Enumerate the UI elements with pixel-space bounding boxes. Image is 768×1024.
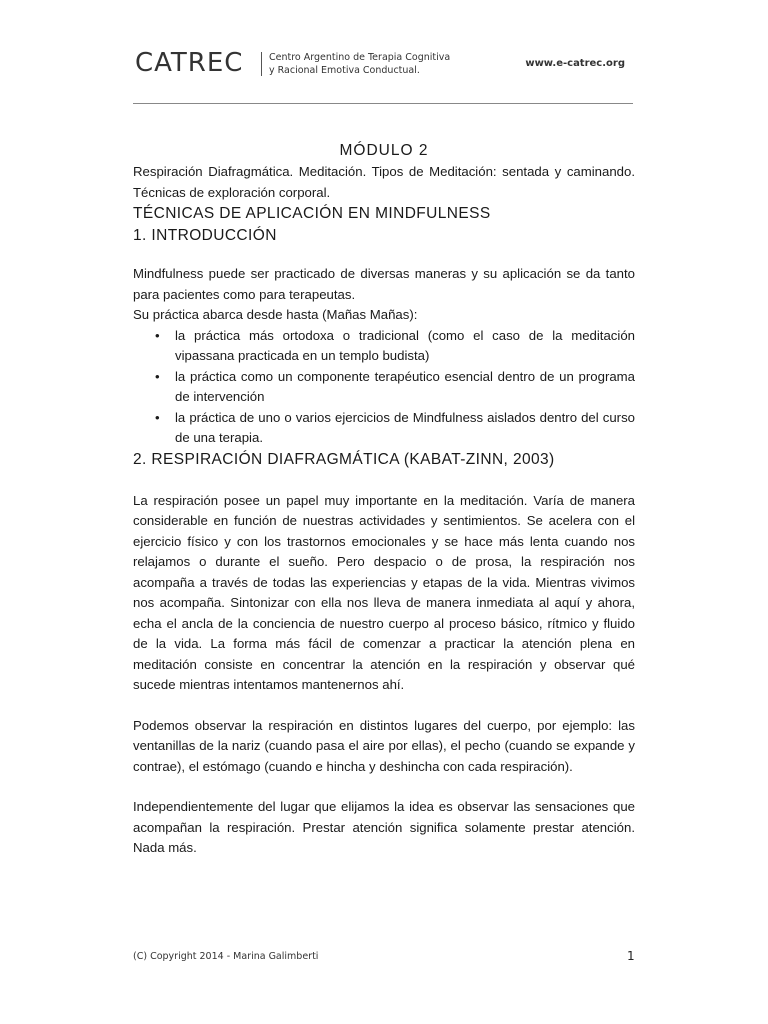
- footer-copyright: (C) Copyright 2014 - Marina Galimberti: [133, 951, 319, 962]
- breathing-paragraph: La respiración posee un papel muy importante en la meditación. Varía de manera considerable en función de nuestras actividades y sentimientos. Se acelera con el ejercicio físico y con los trastornos emocionales y se hace más lenta cuando nos relajamos o durante el sueño. Pero despacio o de prosa, la respiración nos acompaña a través de todas las experiencias y etapas de la vida. Mientras vivimos nos acompaña. Sintonizar con ella nos lleva de manera inmediata al aquí y ahora, echa el ancla de la conciencia de nuestro cuerpo al proceso básico, rítmico y fluido de la vida. La forma más fácil de comenzar a practicar la atención plena en meditación consiste en concentrar la atención en la respiración y observar qué sucede mientras intentamos mantenernos ahí.: [133, 492, 635, 692]
- organization-line-2: y Racional Emotiva Conductual.: [269, 65, 420, 76]
- page-number: 1: [627, 949, 635, 963]
- document-body: [133, 140, 635, 859]
- list-item-text: la práctica como un componente terapéutico esencial dentro de un programa de intervención: [175, 368, 635, 404]
- bullet-icon: •: [155, 327, 160, 343]
- page-header: [135, 46, 635, 86]
- website-url: www.e-catrec.org: [525, 58, 625, 69]
- list-item: [133, 367, 635, 408]
- bullet-icon: •: [155, 368, 160, 384]
- module-subtitle: Respiración Diafragmática. Meditación. Tipos de Meditación: sentada y caminando. Técnicas de exploración corporal.: [133, 164, 635, 200]
- organization-line-1: Centro Argentino de Terapia Cognitiva: [269, 52, 451, 63]
- introduction-paragraph: Mindfulness puede ser practicado de diversas maneras y su aplicación se da tanto para pacientes como para terapeutas.: [133, 266, 635, 302]
- bullet-icon: •: [155, 409, 160, 425]
- list-item-text: la práctica de uno o varios ejercicios de Mindfulness aislados dentro del curso de una terapia.: [175, 409, 635, 445]
- catrec-logo: CATREC: [135, 48, 244, 78]
- logo-divider: [261, 52, 262, 76]
- list-item: [133, 326, 635, 367]
- practice-list: [133, 326, 635, 449]
- breathing-heading: 2. RESPIRACIÓN DIAFRAGMÁTICA (KABAT-ZINN, 2003): [133, 450, 555, 468]
- breathing-paragraph: Podemos observar la respiración en distintos lugares del cuerpo, por ejemplo: las ventanillas de la nariz (cuando pasa el aire por ellas), el pecho (cuando se expande y contrae), el estómago (cuando e hincha y deshincha con cada respiración).: [133, 717, 635, 774]
- introduction-heading: 1. INTRODUCCIÓN: [133, 227, 277, 244]
- breathing-paragraph: Independientemente del lugar que elijamos la idea es observar las sensaciones que acompañan la respiración. Prestar atención significa solamente prestar atención. Nada más.: [133, 799, 635, 855]
- organization-name: [269, 51, 450, 77]
- module-title: MÓDULO 2: [339, 142, 429, 159]
- header-rule: [133, 103, 633, 104]
- list-item: [133, 408, 635, 449]
- list-item-text: la práctica más ortodoxa o tradicional (como el caso de la meditación vipassana practicada en un templo budista): [175, 327, 635, 363]
- introduction-lead: Su práctica abarca desde hasta (Mañas Mañas):: [133, 307, 418, 322]
- techniques-heading: TÉCNICAS DE APLICACIÓN EN MINDFULNESS: [133, 205, 491, 222]
